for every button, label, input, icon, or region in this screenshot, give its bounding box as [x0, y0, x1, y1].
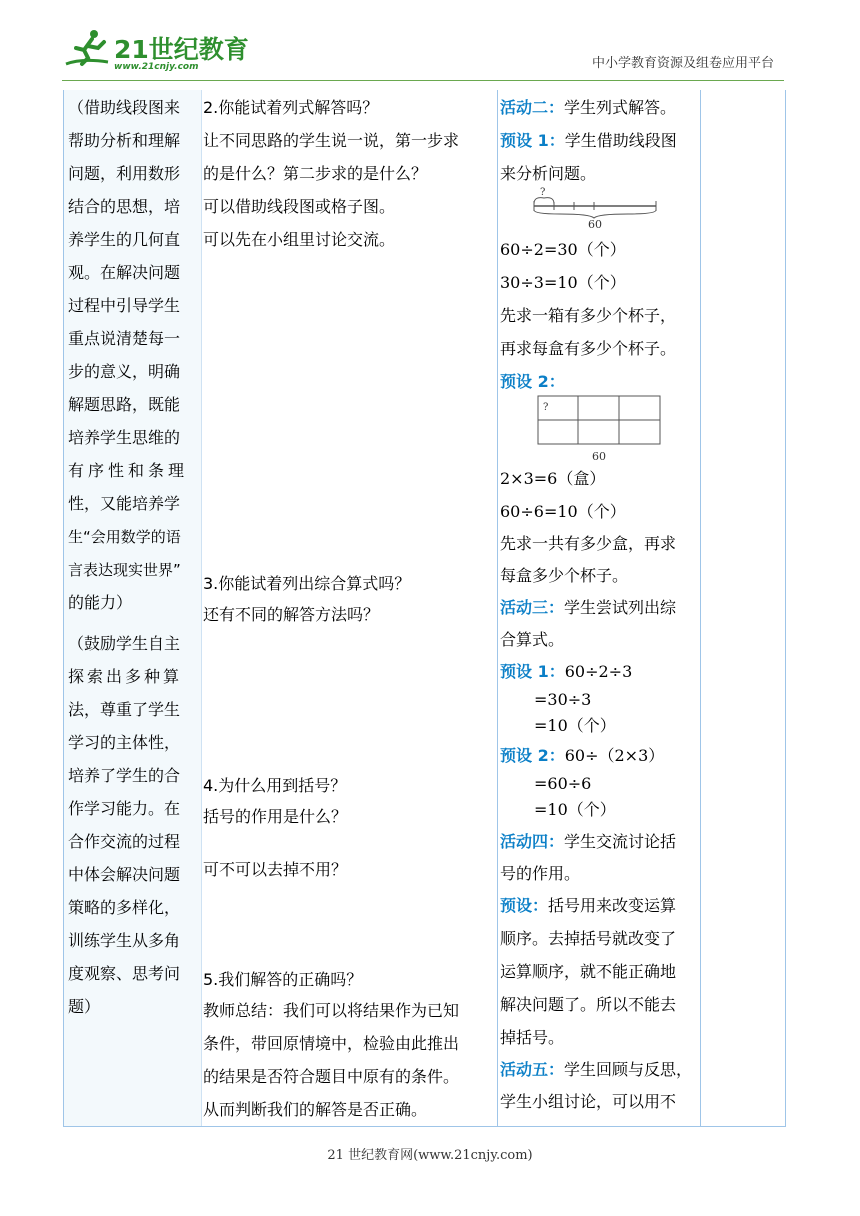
intent-line: （鼓励学生自主 — [68, 634, 181, 653]
column-teacher-activity — [201, 90, 498, 1126]
teacher-text: 从而判断我们的解答是否正确。 — [203, 1100, 428, 1119]
preset-2-label: 预设 2： — [500, 372, 565, 391]
preset-4-text: 解决问题了。所以不能去 — [500, 995, 677, 1014]
formula: 60÷2÷3 — [564, 662, 633, 681]
intent-line: 解题思路，既能 — [68, 395, 181, 414]
formula: =30÷3 — [534, 690, 592, 709]
intent-line: 训练学生从多角 — [68, 931, 181, 950]
formula: =10（个） — [534, 800, 616, 819]
activity-2-text: 学生列式解答。 — [564, 98, 677, 117]
intent-line: 观。在解决问题 — [68, 263, 181, 282]
intent-line: 的能力） — [68, 593, 133, 612]
intent-line: 言表达现实世界” — [68, 561, 181, 579]
intent-line: 题） — [68, 997, 101, 1016]
teacher-text: 括号的作用是什么？ — [203, 807, 348, 826]
intent-line: 培养学生思维的 — [68, 428, 181, 447]
activity-3-text: 合算式。 — [500, 630, 565, 649]
grid-diagram — [536, 394, 666, 464]
logo-main-text: 21世纪教育 — [114, 35, 249, 64]
calc-step: 60÷2=30（个） — [500, 240, 626, 259]
preset-1-label: 预设 1： — [500, 131, 565, 150]
segment-question-mark: ? — [540, 187, 546, 198]
activity-4-text: 学生交流讨论括 — [564, 832, 677, 851]
preset-4-text: 顺序。去掉括号就改变了 — [500, 929, 677, 948]
activity-4-text: 号的作用。 — [500, 864, 581, 883]
activity-3-text: 学生尝试列出综 — [564, 598, 677, 617]
teacher-text: 让不同思路的学生说一说，第一步求 — [203, 131, 460, 150]
teacher-text: 的是什么？第二步求的是什么？ — [203, 164, 428, 183]
logo-url-text: www.21cnjy.com — [114, 62, 199, 72]
intent-line: 性，又能培养学 — [68, 494, 181, 513]
question-4: 4.为什么用到括号？ — [203, 776, 347, 795]
formula: =10（个） — [534, 716, 616, 735]
preset-1-text: 来分析问题。 — [500, 164, 597, 183]
question-2: 2.你能试着列式解答吗？ — [203, 98, 379, 117]
lesson-table — [63, 90, 786, 1127]
formula: 60÷（2×3） — [564, 746, 665, 765]
grid-total-label: 60 — [592, 450, 606, 463]
preset-4-text: 运算顺序，就不能正确地 — [500, 962, 677, 981]
explain-text: 再求每盒有多少个杯子。 — [500, 339, 677, 358]
teacher-text: 的结果是否符合题目中原有的条件。 — [203, 1067, 460, 1086]
intent-line: 帮助分析和理解 — [68, 131, 181, 150]
column-notes — [700, 90, 786, 1126]
column-design-intent — [64, 90, 201, 1126]
formula: =60÷6 — [534, 774, 592, 793]
preset-1-text: 学生借助线段图 — [564, 131, 677, 150]
explain-text: 每盒多少个杯子。 — [500, 566, 629, 585]
preset-3-1-label: 预设 1： — [500, 662, 565, 681]
activity-5-text: 学生小组讨论，可以用不 — [500, 1092, 677, 1111]
intent-line: 中体会解决问题 — [68, 865, 181, 884]
line-segment-diagram — [530, 186, 690, 230]
activity-5-label: 活动五： — [500, 1060, 565, 1079]
preset-4-text: 掉括号。 — [500, 1028, 565, 1047]
grid-question-mark: ? — [543, 402, 549, 413]
teacher-text: 可以先在小组里讨论交流。 — [203, 230, 396, 249]
preset-4-text: 括号用来改变运算 — [548, 896, 677, 915]
intent-line: 问题，利用数形 — [68, 164, 181, 183]
question-3: 3.你能试着列出综合算式吗？ — [203, 574, 411, 593]
teacher-text: 教师总结：我们可以将结果作为已知 — [203, 1001, 460, 1020]
intent-line: 合作交流的过程 — [68, 832, 181, 851]
intent-line: 步的意义，明确 — [68, 362, 181, 381]
intent-line: 学习的主体性， — [68, 733, 181, 752]
teacher-text: 可以借助线段图或格子图。 — [203, 197, 396, 216]
intent-line: 重点说清楚每一 — [68, 329, 181, 348]
intent-line: 探索出多种算 — [68, 667, 183, 686]
intent-line: 结合的思想，培 — [68, 197, 181, 216]
activity-4-label: 活动四： — [500, 832, 565, 851]
activity-5-text: 学生回顾与反思， — [564, 1060, 693, 1079]
calc-step: 30÷3=10（个） — [500, 273, 626, 292]
intent-line: 度观察、思考问 — [68, 964, 181, 983]
page-header — [0, 0, 860, 88]
intent-line: 培养了学生的合 — [68, 766, 181, 785]
intent-line: 法，尊重了学生 — [68, 700, 181, 719]
teacher-text: 可不可以去掉不用？ — [203, 860, 348, 879]
page-footer: 21 世纪教育网(www.21cnjy.com) — [327, 1148, 533, 1163]
platform-name: 中小学教育资源及组卷应用平台 — [591, 56, 774, 71]
calc-step: 60÷6=10（个） — [500, 502, 626, 521]
intent-line: 过程中引导学生 — [68, 296, 181, 315]
intent-line: 有序性和条理 — [68, 461, 189, 480]
segment-total-label: 60 — [588, 218, 602, 230]
teacher-text: 条件，带回原情境中，检验由此推出 — [203, 1034, 460, 1053]
intent-line: （借助线段图来 — [68, 98, 181, 117]
column-student-activity — [497, 90, 701, 1126]
site-logo[interactable] — [62, 28, 249, 74]
explain-text: 先求一共有多少盒，再求 — [500, 534, 677, 553]
preset-4-label: 预设： — [500, 896, 549, 915]
intent-line: 养学生的几何直 — [68, 230, 181, 249]
runner-logo-icon — [62, 28, 114, 70]
activity-2-label: 活动二： — [500, 98, 565, 117]
preset-3-2-label: 预设 2： — [500, 746, 565, 765]
teacher-text: 还有不同的解答方法吗？ — [203, 605, 380, 624]
calc-step: 2×3=6（盒） — [500, 469, 606, 488]
question-5: 5.我们解答的正确吗？ — [203, 970, 363, 989]
header-divider — [62, 80, 784, 81]
intent-line: 生“会用数学的语 — [68, 528, 181, 546]
intent-line: 作学习能力。在 — [68, 799, 181, 818]
activity-3-label: 活动三： — [500, 598, 565, 617]
intent-line: 策略的多样化， — [68, 898, 181, 917]
explain-text: 先求一箱有多少个杯子， — [500, 306, 677, 325]
